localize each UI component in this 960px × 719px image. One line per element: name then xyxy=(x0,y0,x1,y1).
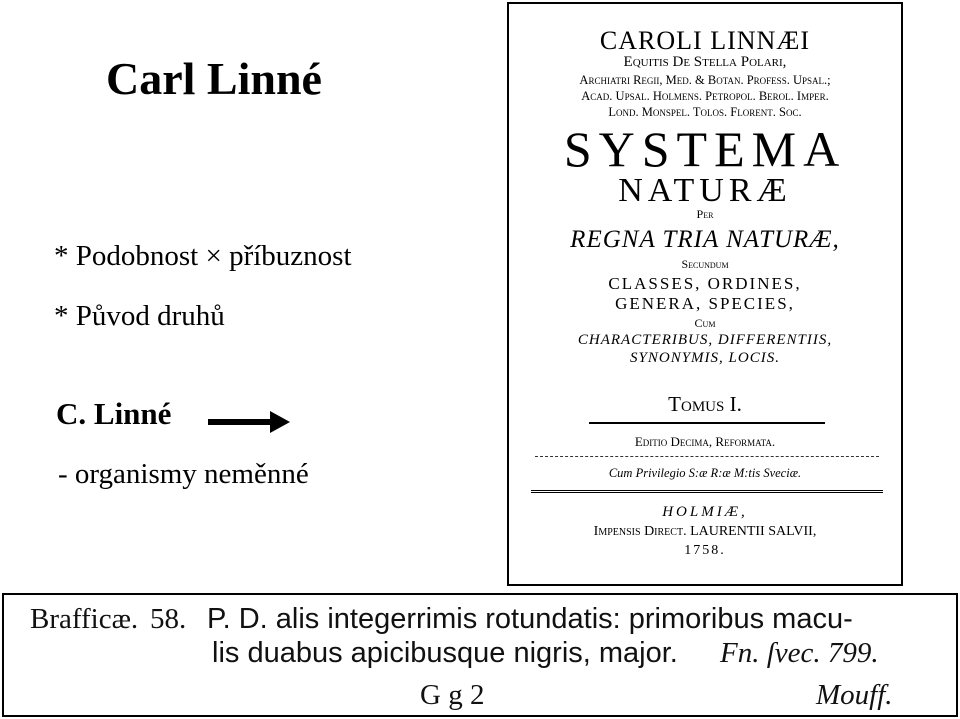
excerpt-line-2: lis duabus apicibusque nigris, major. xyxy=(212,637,678,669)
rule-ornamental xyxy=(531,490,883,493)
publisher-line: Impensis Direct. LAURENTII SALVII, xyxy=(593,524,817,539)
characteribus-line: CHARACTERIBUS, DIFFERENTIIS, xyxy=(577,332,833,348)
slide-title: Carl Linné xyxy=(106,53,322,104)
bullet-similarity-kinship: * Podobnost × příbuznost xyxy=(54,240,352,272)
arrow-right-icon xyxy=(208,410,290,434)
holmiae-line: HOLMIÆ, xyxy=(662,504,748,520)
excerpt-signature: G g 2 xyxy=(420,679,485,711)
classes-line-1: CLASSES, ORDINES, xyxy=(608,274,802,293)
systema-naturae-title-page xyxy=(507,2,903,586)
per-line: Per xyxy=(696,207,714,221)
honors-line-1: Equitis De Stella Polari, xyxy=(623,54,787,70)
excerpt-catchword: Mouff. xyxy=(816,679,893,711)
title-naturae: NATURÆ xyxy=(618,172,792,209)
honors-line-2: Archiatri Regii, Med. & Botan. Profess. Upsal.; xyxy=(579,73,831,87)
organisms-unchanging-text: - organismy neměnné xyxy=(58,458,309,490)
rule-dashed xyxy=(535,456,879,457)
rule-under-tomus xyxy=(589,422,825,424)
author-line: CAROLI LINNÆI xyxy=(599,26,811,55)
synonymis-line: SYNONYMIS, LOCIS. xyxy=(630,350,780,366)
secundum-line: Secundum xyxy=(681,257,729,271)
linne-label: C. Linné xyxy=(56,396,172,431)
bullet-origin-of-species: * Původ druhů xyxy=(54,300,225,332)
cum-line: Cum xyxy=(694,316,716,330)
tomus-line: Tomus I. xyxy=(668,392,742,416)
title-systema: SYSTEMA xyxy=(563,121,847,177)
honors-line-3: Acad. Upsal. Holmens. Petropol. Berol. Imper. xyxy=(581,89,829,103)
excerpt-line-1: P. D. alis integerrimis rotundatis: primoribus macu- xyxy=(207,603,853,635)
year-line: 1758. xyxy=(684,543,726,558)
regna-line: REGNA TRIA NATURÆ, xyxy=(570,226,840,253)
excerpt-genus: Brafficæ. xyxy=(30,603,139,635)
honors-line-4: Lond. Monspel. Tolos. Florent. Soc. xyxy=(608,105,802,119)
excerpt-reference: Fn. ſvec. 799. xyxy=(720,637,879,669)
privilegio-line: Cum Privilegio S:æ R:æ M:tis Sveciæ. xyxy=(608,466,802,480)
editio-line: Editio Decima, Reformata. xyxy=(634,434,776,449)
systema-naturae-excerpt xyxy=(2,593,958,717)
classes-line-2: GENERA, SPECIES, xyxy=(615,294,795,313)
excerpt-number: 58. xyxy=(150,603,187,635)
